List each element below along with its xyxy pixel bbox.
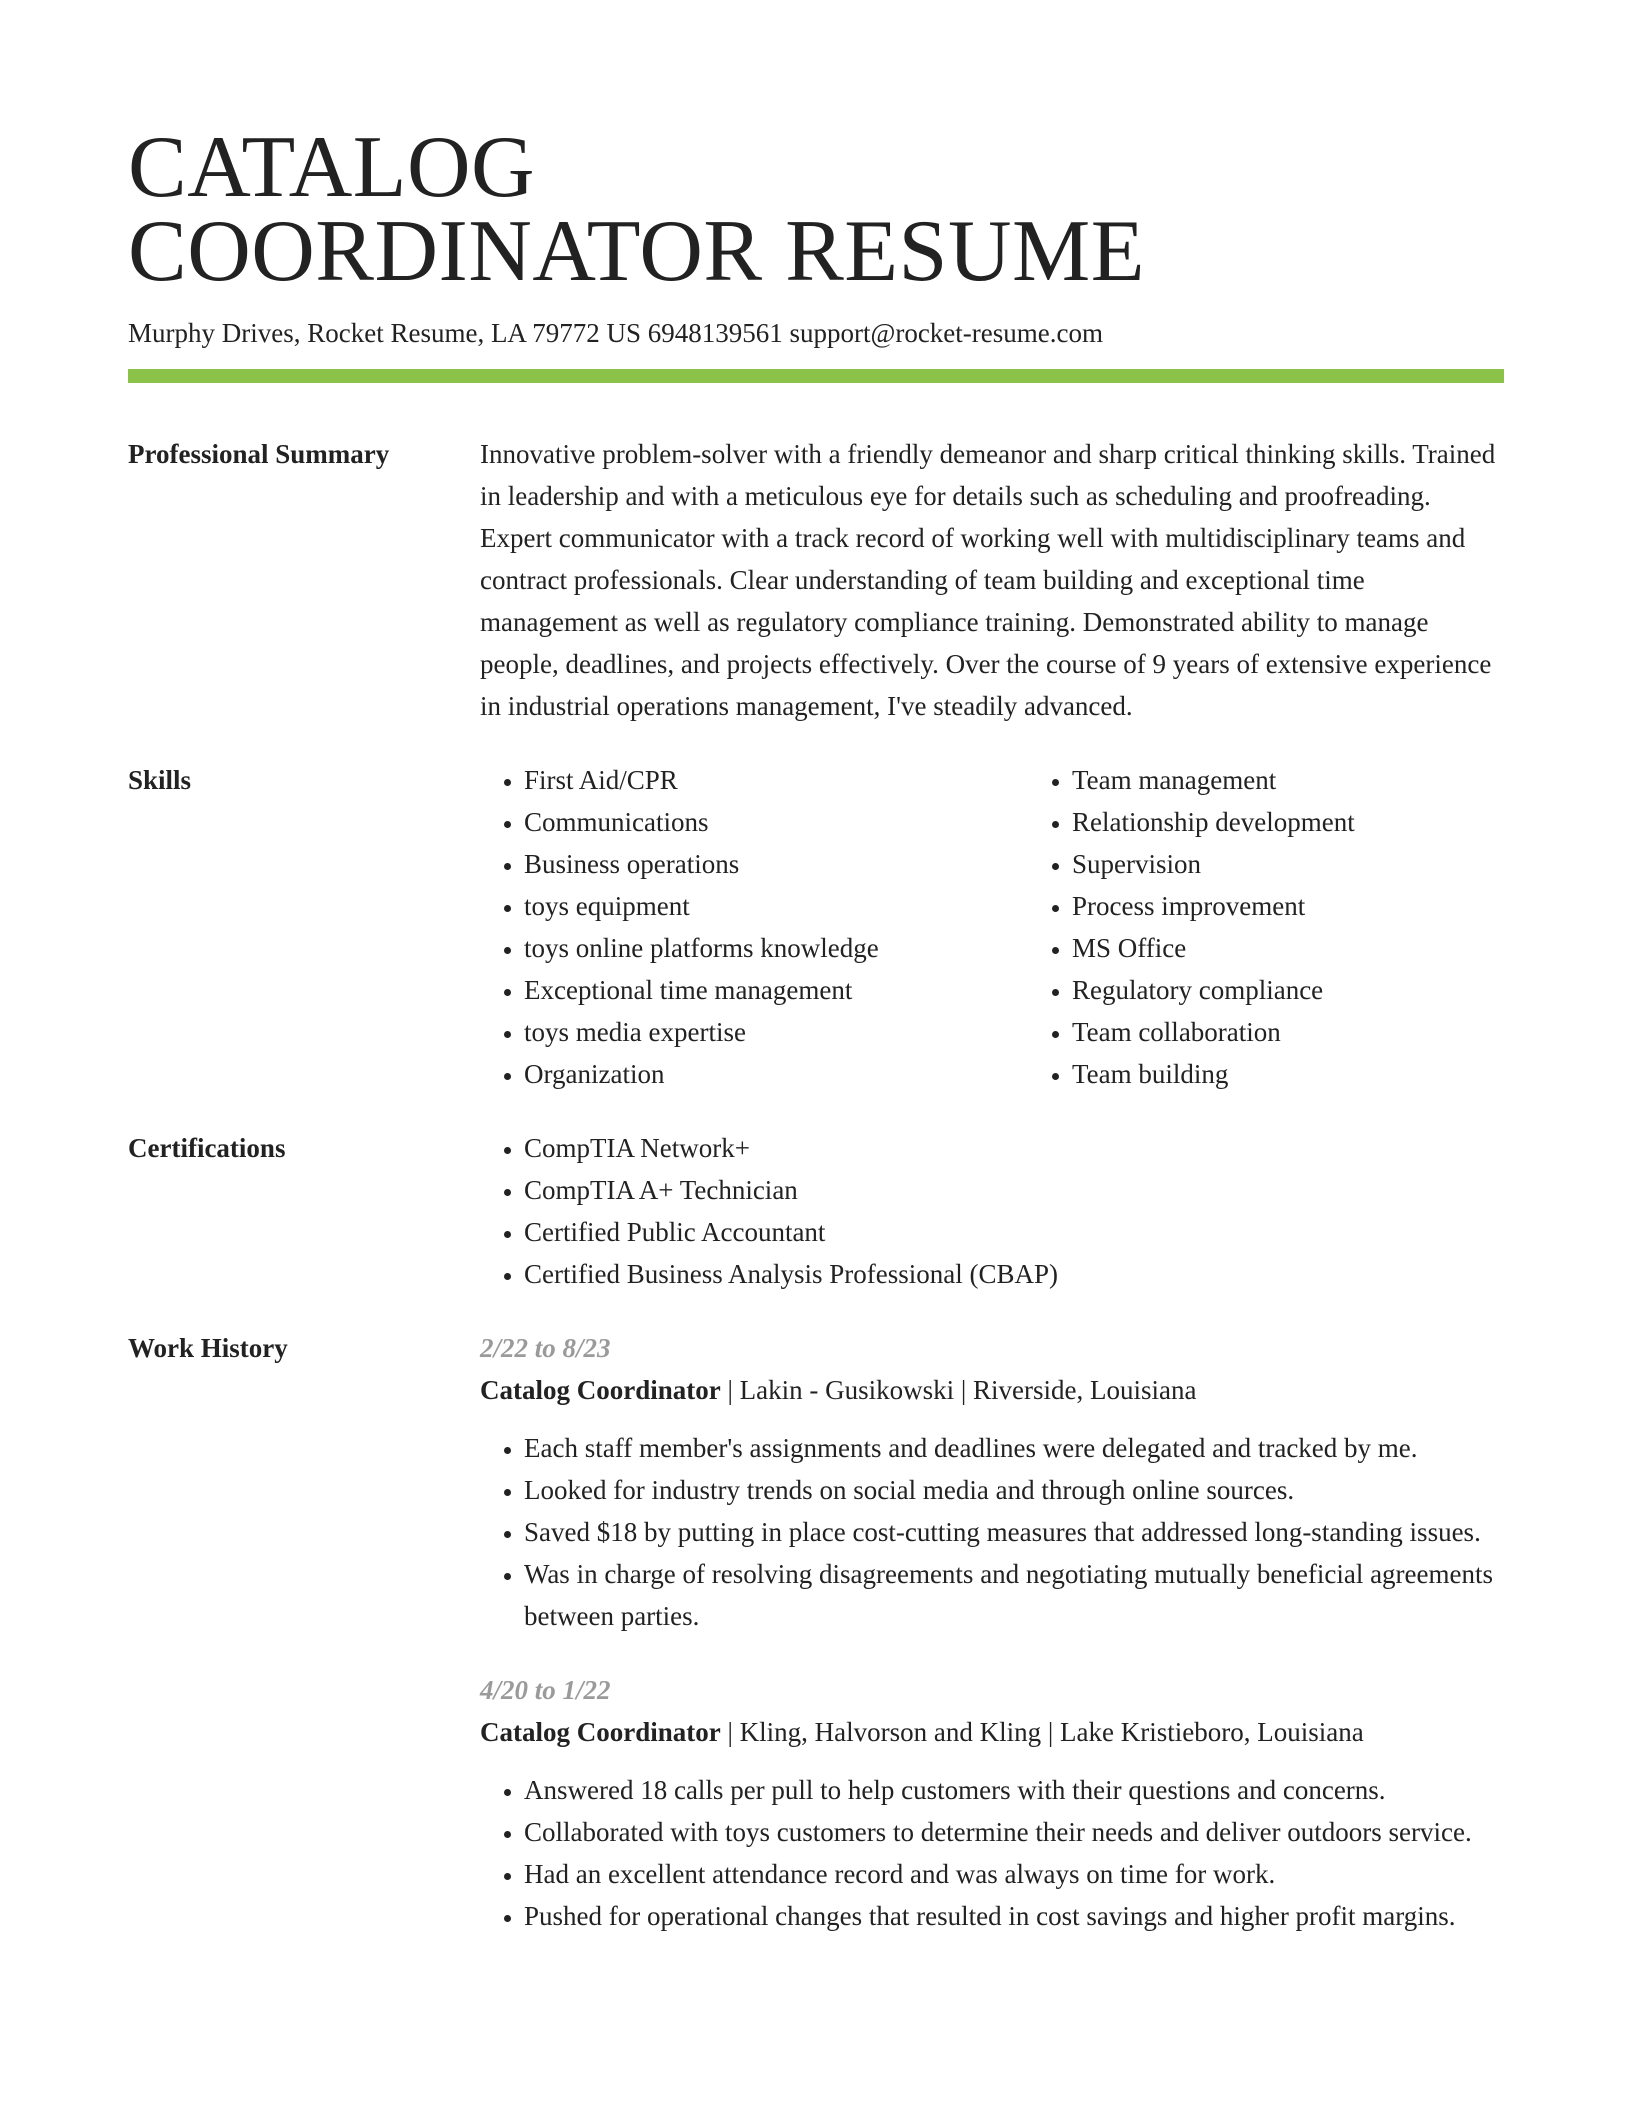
job-details: | Kling, Halvorson and Kling | Lake Kristieboro, Louisiana (720, 1717, 1364, 1747)
certification-item: • CompTIA Network+ (524, 1127, 1504, 1169)
job-title: Catalog Coordinator (480, 1375, 721, 1405)
certifications-section (128, 1127, 1504, 1295)
skill-item: • MS Office (1072, 927, 1532, 969)
summary-text: Innovative problem-solver with a friendly demeanor and sharp critical thinking skills. Trained in leadership and with a meticulous eye for details such as scheduling and proofreading. Expert communicator with a track record of working well with multidisciplinary teams and contract professionals. Clear understanding of team building and exceptional time management as well as regulatory compliance training. Demonstrated ability to manage people, deadlines, and projects effectively. Over the course of 9 years of extensive experience in industrial operations management, I've steadily advanced. (480, 439, 1496, 721)
skill-item: • Team collaboration (1072, 1011, 1532, 1053)
certifications-list (480, 1127, 1504, 1295)
job-bullet: • Collaborated with toys customers to determine their needs and deliver outdoors service. (524, 1811, 1504, 1853)
job-dates: 2/22 to 8/23 (480, 1333, 611, 1363)
work-history-body (480, 1327, 1504, 1937)
skill-item: • Communications (524, 801, 984, 843)
skills-list-left (480, 759, 984, 1095)
skill-item: • Relationship development (1072, 801, 1532, 843)
job-bullet: • Each staff member's assignments and deadlines were delegated and tracked by me. (524, 1427, 1504, 1469)
skill-item: • Process improvement (1072, 885, 1532, 927)
skills-section (128, 759, 1504, 1095)
job-bullet: • Looked for industry trends on social media and through online sources. (524, 1469, 1504, 1511)
title-line-2: COORDINATOR RESUME (128, 203, 1146, 300)
skills-list-right (1028, 759, 1532, 1095)
job-details: | Lakin - Gusikowski | Riverside, Louisiana (720, 1375, 1197, 1405)
job-bullets (480, 1427, 1504, 1637)
page-title (128, 119, 1504, 300)
skill-item: • Team management (1072, 759, 1532, 801)
accent-divider (128, 369, 1504, 383)
skills-columns (480, 759, 1532, 1095)
summary-label: Professional Summary (128, 439, 390, 469)
skill-item: • toys media expertise (524, 1011, 984, 1053)
job-bullet: • Pushed for operational changes that resulted in cost savings and higher profit margins. (524, 1895, 1504, 1937)
job-entry (480, 1669, 1504, 1937)
skill-item: • Exceptional time management (524, 969, 984, 1011)
certifications-label: Certifications (128, 1133, 286, 1163)
job-bullet: • Saved $18 by putting in place cost-cutting measures that addressed long-standing issues. (524, 1511, 1504, 1553)
skill-item: • Organization (524, 1053, 984, 1095)
job-dates: 4/20 to 1/22 (480, 1675, 611, 1705)
skill-item: • Business operations (524, 843, 984, 885)
skill-item: • First Aid/CPR (524, 759, 984, 801)
job-heading (480, 1711, 1504, 1753)
work-history-label: Work History (128, 1333, 288, 1363)
skill-item: • Regulatory compliance (1072, 969, 1532, 1011)
skill-item: • Supervision (1072, 843, 1532, 885)
job-heading (480, 1369, 1504, 1411)
work-history-section (128, 1327, 1504, 1937)
job-title: Catalog Coordinator (480, 1717, 721, 1747)
certification-item: • Certified Business Analysis Professional (CBAP) (524, 1253, 1504, 1295)
job-bullet: • Answered 18 calls per pull to help customers with their questions and concerns. (524, 1769, 1504, 1811)
certification-item: • Certified Public Accountant (524, 1211, 1504, 1253)
skills-label: Skills (128, 765, 192, 795)
job-bullet: • Had an excellent attendance record and was always on time for work. (524, 1853, 1504, 1895)
certification-item: • CompTIA A+ Technician (524, 1169, 1504, 1211)
title-line-1: CATALOG (128, 119, 536, 216)
contact-info: Murphy Drives, Rocket Resume, LA 79772 US 6948139561 support@rocket-resume.com (128, 318, 1103, 348)
job-bullet: • Was in charge of resolving disagreements and negotiating mutually beneficial agreements between parties. (524, 1553, 1504, 1637)
certifications-body (480, 1127, 1504, 1295)
job-bullets (480, 1769, 1504, 1937)
skill-item: • toys equipment (524, 885, 984, 927)
job-entry (480, 1327, 1504, 1637)
summary-section (128, 433, 1504, 727)
skill-item: • toys online platforms knowledge (524, 927, 984, 969)
skill-item: • Team building (1072, 1053, 1532, 1095)
